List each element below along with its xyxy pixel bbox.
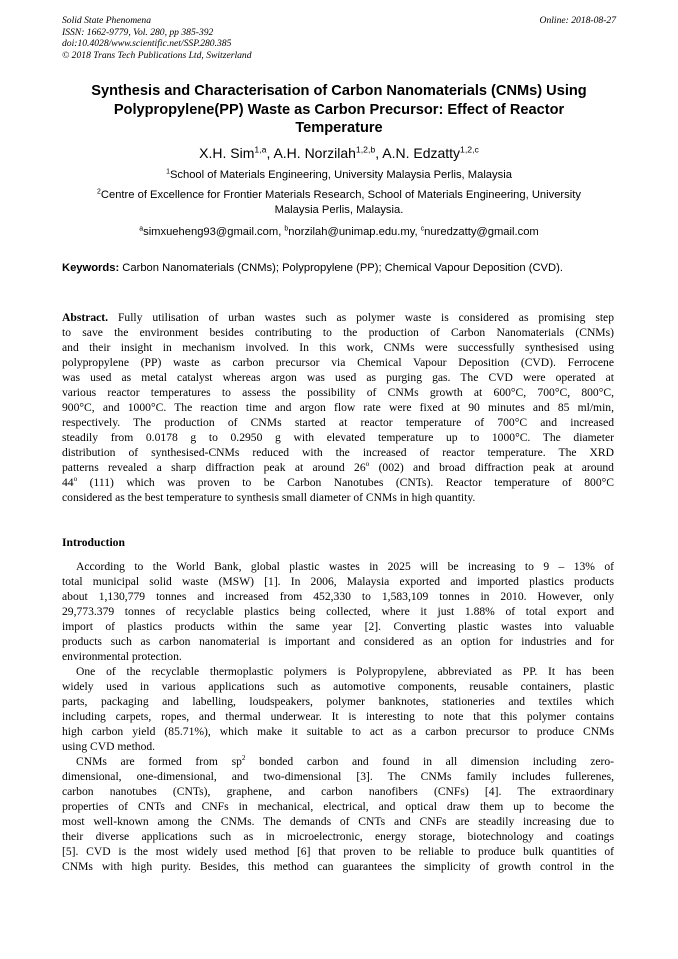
intro-line: about 1,130,779 tonnes and increased from 452,330 to 1,583,109 tonnes in 2010. However, only — [62, 590, 614, 603]
abstract-line: steadily from 0.0178 g to 0.2950 g with elevated temperature up to 1000°C. The diameter — [62, 431, 614, 444]
intro-line: CNMs are formed from $sp^2$ bonded carbon and found in all dimension including zero- — [76, 754, 614, 768]
abstract-line: respectively. The production of CNMs started at reactor temperature of 700°C and increased — [62, 416, 614, 429]
intro-line: environmental protection. — [62, 650, 182, 663]
abstract-line: polypropylene (PP) waste as carbon precursor via Chemical Vapour Deposition (CVD). Ferrocene — [62, 356, 614, 369]
introduction-body — [62, 559, 614, 874]
title-line: Polypropylene(PP) Waste as Carbon Precursor: Effect of Reactor — [113, 101, 565, 118]
affiliation-sup: 2 — [97, 188, 101, 196]
abstract-line: Abstract. Fully utilisation of urban wastes such as polymer waste is considered as promising step — [62, 311, 614, 324]
affiliation-1 — [62, 168, 616, 183]
email-link: simxueheng93@gmail.com, — [143, 226, 285, 238]
abstract-label: Abstract. — [62, 311, 109, 324]
abstract-line: various reactor temperatures to assess the possibility of CNMs growth at 600°C, 700°C, 800°C, — [62, 386, 614, 399]
affiliation-2 — [62, 188, 616, 218]
section-heading-introduction: Introduction — [62, 536, 125, 549]
author-name: X.H. Sim — [199, 145, 255, 161]
author-list — [62, 144, 616, 162]
email-link: nuredzatty@gmail.com — [424, 226, 539, 238]
abstract-line: to save the environment besides contributing to the production of Carbon Nanomaterials (CNMs) — [62, 326, 614, 339]
intro-line: CNMs with high purity. Besides, this method can guarantees the simplicity of growth control in the — [62, 860, 614, 873]
intro-line: [5]. CVD is the most widely used method [6] that proven to be reliable to produce bulk quantities of — [62, 845, 614, 858]
abstract-line: 900°C, and 1000°C. The reaction time and argon flow rate were fixed at 90 minutes and 85 ml/min, — [62, 401, 614, 414]
email-sup: c — [420, 225, 425, 233]
intro-line: including carpets, ropes, and thermal underwear. It is interesting to note that this polymer contains — [62, 710, 614, 723]
online-date: Online: 2018-08-27 — [539, 15, 616, 26]
author-separator: , — [375, 145, 383, 161]
intro-line: properties of CNTs and CNFs in mechanical, electrical, and optical draw them up to become the — [62, 800, 614, 813]
author-name: A.N. Edzatty — [382, 145, 461, 161]
intro-line: using CVD method. — [62, 740, 156, 753]
intro-line: 29,773.379 tonnes of recyclable plastics being collected, where it just 1.88% of total export and — [62, 605, 614, 618]
keywords-text: Carbon Nanomaterials (CNMs); Polypropylene (PP); Chemical Vapour Deposition (CVD). — [119, 262, 563, 274]
intro-line: According to the World Bank, global plastic wastes in 2025 will be increasing to 9 – 13% of — [76, 560, 614, 573]
title-line: Temperature — [295, 120, 383, 136]
title-line: Synthesis and Characterisation of Carbon Nanomaterials (CNMs) Using — [91, 83, 587, 99]
author-sup: 1,2,c — [460, 144, 479, 155]
author-sup: 1,2,b — [355, 144, 376, 155]
intro-line: One of the recyclable thermoplastic polymers is Polypropylene, abbreviated as PP. It has been — [76, 665, 614, 678]
author-name: A.H. Norzilah — [273, 145, 356, 161]
email-sup: b — [284, 225, 289, 233]
abstract-line: was used as metal catalyst whereas argon was used as purging gas. The CVD were operated at — [62, 371, 614, 384]
doi: doi:10.4028/www.scientific.net/SSP.280.385 — [62, 38, 232, 49]
keywords-label: Keywords: — [62, 262, 120, 274]
abstract-line: 44$^o$ (111) which was proven to be Carbon Nanotubes (CNTs). Reactor temperature of 800°C — [62, 475, 614, 489]
issn: ISSN: 1662-9779, Vol. 280, pp 385-392 — [62, 26, 214, 38]
affiliation-text: Malaysia Perlis, Malaysia. — [274, 204, 404, 216]
abstract-line: patterns revealed a sharp diffraction peak at around 26$^o$ (002) and broad diffraction peak at around — [62, 460, 614, 474]
intro-line: carbon nanotubes (CNTs), graphene, and carbon nanofibers (CNFs) [4]. The extraordinary — [62, 785, 614, 798]
journal-header — [62, 15, 616, 61]
keywords — [62, 261, 614, 276]
paper-title — [62, 82, 616, 138]
email-link: norzilah@unimap.edu.my, — [288, 226, 421, 238]
affiliation-text: School of Materials Engineering, University Malaysia Perlis, Malaysia — [169, 169, 512, 181]
copyright: © 2018 Trans Tech Publications Ltd, Switzerland — [62, 49, 252, 61]
intro-line: dimensional, one-dimensional, and two-dimensional [3]. The CNMs family includes fullerenes, — [62, 770, 614, 783]
intro-line: import of plastics products within the same year [2]. Converting plastic wastes into valuable — [62, 620, 614, 633]
intro-line: high carbon yield (85.71%), which make it suitable to act as a carbon precursor to produce CNMs — [62, 725, 614, 738]
author-separator: , — [266, 145, 274, 161]
author-sup: 1,a — [254, 144, 267, 155]
abstract-line: distribution of synthesised-CNMs reduced with the increased of reactor temperature. The XRD — [62, 446, 614, 459]
affiliation-text: Centre of Excellence for Frontier Materials Research, School of Materials Engineering, University — [100, 189, 581, 201]
abstract-line: considered as the best temperature to synthesis small diameter of CNMs in high quantity. — [62, 491, 476, 504]
journal-name: Solid State Phenomena — [62, 15, 151, 26]
affiliation-sup: 1 — [166, 168, 170, 176]
intro-line: products such as carbon nanomaterial is important and considered as an option for industries and for — [62, 635, 614, 648]
author-emails — [62, 225, 616, 240]
intro-line: widely used in various applications such as automotive components, reusable containers, plastic — [62, 680, 614, 693]
abstract-line: and their insight in mechanism involved. In this work, CNMs were successfully synthesised using — [62, 341, 614, 354]
intro-line: parts, packaging and labelling, loudspeakers, polymer banknotes, stationeries and textiles which — [62, 695, 614, 708]
intro-line: most well-known among the CNMs. The demands of CNTs and CNFs are steadily increasing due to — [62, 815, 614, 828]
intro-line: total municipal solid waste (MSW) [1]. In 2006, Malaysia exported and imported plastics products — [62, 575, 614, 588]
abstract — [62, 310, 614, 505]
email-sup: a — [139, 225, 144, 233]
intro-line: their diverse applications such as in microelectronic, energy storage, biotechnology and coatings — [62, 830, 614, 843]
